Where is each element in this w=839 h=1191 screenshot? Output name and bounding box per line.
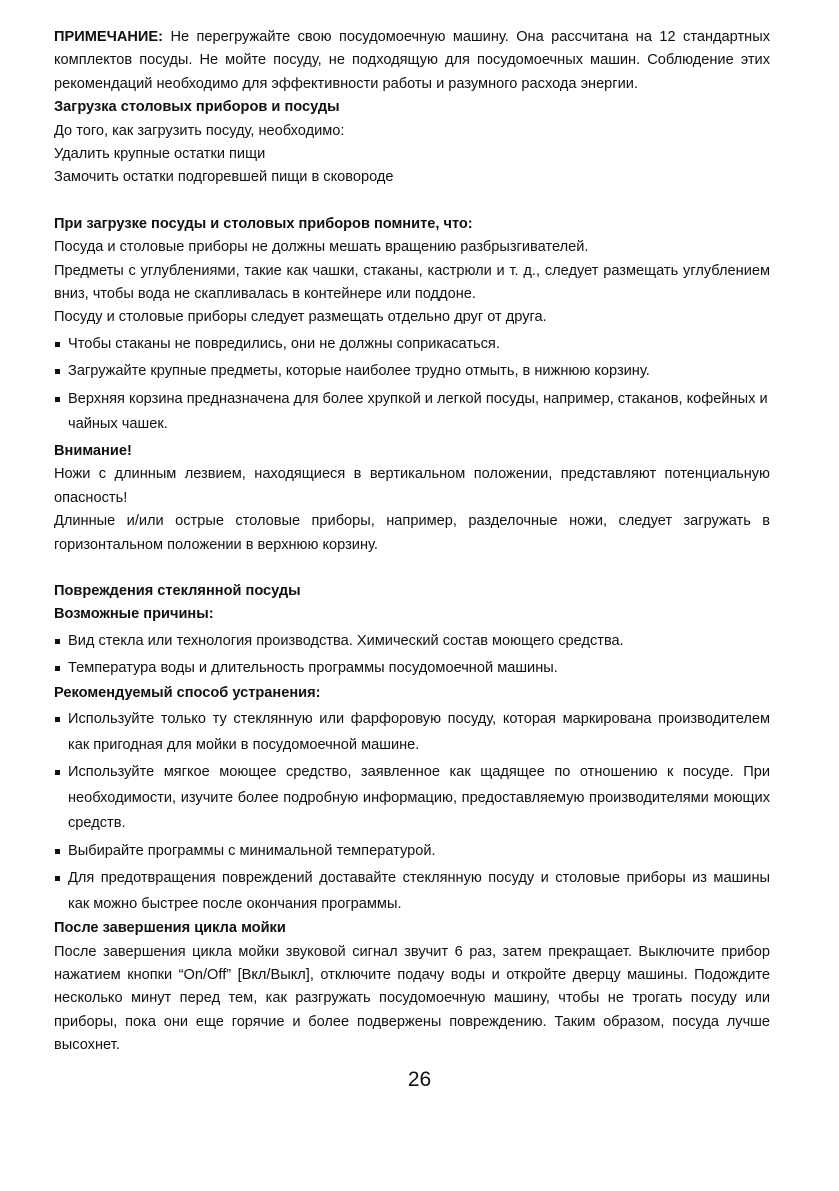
loading-step: Замочить остатки подгоревшей пищи в сковороде: [54, 169, 394, 186]
remember-heading: При загрузке посуды и столовых приборов помните, что:: [54, 215, 473, 232]
list-item: Загружайте крупные предметы, которые наиболее трудно отмыть, в нижнюю корзину.: [54, 359, 770, 385]
warning-paragraph: Ножи с длинным лезвием, находящиеся в вертикальном положении, представляют потенциальную опасность!: [54, 466, 770, 506]
remember-paragraph: Посуду и столовые приборы следует размещать отдельно друг от друга.: [54, 309, 547, 326]
warning-paragraph: Длинные и/или острые столовые приборы, например, разделочные ножи, следует загружать в горизонтальном положении в верхнюю корзину.: [54, 513, 770, 553]
list-item: Температура воды и длительность программы посудомоечной машины.: [54, 656, 770, 682]
loading-heading: Загрузка столовых приборов и посуды: [54, 99, 340, 116]
note-text: Не перегружайте свою посудомоечную машину. Она рассчитана на 12 стандартных комплектов посуды. Не мойте посуду, не подходящую для посудомоечных машин. Соблюдение этих рекомендаций необходимо для эффективности работы и разумного расхода энергии.: [54, 29, 770, 92]
warning-heading: Внимание!: [54, 442, 132, 459]
remember-paragraph: Предметы с углублениями, такие как чашки, стаканы, кастрюли и т. д., следует размещать углублением вниз, чтобы вода не скапливалась в контейнере или поддоне.: [54, 262, 770, 303]
remedies-list: [54, 707, 770, 917]
glass-damage-heading: Повреждения стеклянной посуды: [54, 582, 301, 599]
page-number: 26: [407, 1068, 432, 1091]
list-item: Верхняя корзина предназначена для более хрупкой и легкой посуды, например, стаканов, кофейных и чайных чашек.: [54, 387, 770, 438]
list-item: Выбирайте программы с минимальной температурой.: [54, 839, 770, 865]
after-cycle-heading: После завершения цикла мойки: [54, 920, 286, 937]
list-item: Вид стекла или технология производства. Химический состав моющего средства.: [54, 629, 770, 655]
list-item: Для предотвращения повреждений доставайте стеклянную посуду и столовые приборы из машины как можно быстрее после окончания программы.: [54, 866, 770, 917]
list-item: Используйте мягкое моющее средство, заявленное как щадящее по отношению к посуде. При необходимости, изучите более подробную информацию, предоставляемую производителями моющих средств.: [54, 760, 770, 837]
list-item: Чтобы стаканы не повредились, они не должны соприкасаться.: [54, 332, 770, 358]
note-label: ПРИМЕЧАНИЕ:: [54, 29, 164, 45]
causes-list: [54, 629, 770, 682]
loading-step: Удалить крупные остатки пищи: [54, 146, 266, 163]
remedy-heading: Рекомендуемый способ устранения:: [54, 684, 321, 701]
spacer: [54, 557, 770, 580]
list-item: Используйте только ту стеклянную или фарфоровую посуду, которая маркирована производителем как пригодная для мойки в посудомоечной машине.: [54, 707, 770, 758]
loading-intro: До того, как загрузить посуду, необходимо:: [54, 122, 345, 139]
after-cycle-paragraph: После завершения цикла мойки звуковой сигнал звучит 6 раз, затем прекращает. Выключите прибор нажатием кнопки “On/Off” [Вкл/Выкл], отключите подачу воды и откройте дверцу машины. Подождите несколько минут перед тем, как разгружать посудомоечную машину, чтобы не трогать посуду или приборы, пока они еще горячие и более подвержены повреждению. Таким образом, посуда лучше высохнет.: [54, 943, 770, 1054]
remember-paragraph: Посуда и столовые приборы не должны мешать вращению разбрызгивателей.: [54, 239, 589, 256]
remember-bullet-list: [54, 332, 770, 438]
note-paragraph: [54, 26, 770, 96]
page-content: [54, 26, 770, 1058]
spacer: [54, 190, 770, 213]
causes-heading: Возможные причины:: [54, 606, 214, 623]
